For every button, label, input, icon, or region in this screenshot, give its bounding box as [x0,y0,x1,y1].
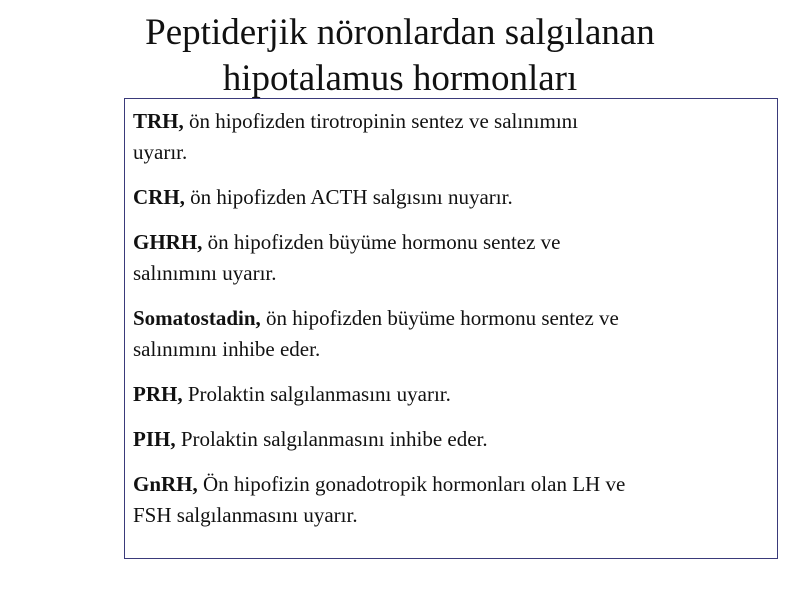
item-description: Prolaktin salgılanmasını inhibe eder. [175,427,488,451]
item-description-cont: salınımını uyarır. [133,261,277,285]
item-description: ön hipofizden büyüme hormonu sentez ve [202,230,561,254]
item-term: PIH, [133,427,176,451]
item-description: Ön hipofizin gonadotropik hormonları olan LH ve [197,472,626,496]
item-description: ön hipofizden büyüme hormonu sentez ve [260,306,619,330]
item-term: PRH, [133,382,183,406]
item-description: ön hipofizden tirotropinin sentez ve salınımını [183,109,579,133]
list-item-somatostadin [133,303,769,365]
item-term: CRH, [133,185,185,209]
item-term: GHRH, [133,230,203,254]
slide-title [80,10,720,102]
item-description-cont: uyarır. [133,140,188,164]
item-description: Prolaktin salgılanmasını uyarır. [182,382,451,406]
item-description: ön hipofizden ACTH salgısını nuyarır. [184,185,513,209]
title-line-1: Peptiderjik nöronlardan salgılanan [145,12,655,53]
item-term: TRH, [133,109,184,133]
item-description-cont: salınımını inhibe eder. [133,337,321,361]
list-item-ghrh [133,227,769,289]
item-term: GnRH, [133,472,198,496]
list-item-crh [133,182,769,213]
list-item-gnrh [133,469,769,531]
item-description-cont: FSH salgılanmasını uyarır. [133,503,358,527]
item-term: Somatostadin, [133,306,261,330]
list-item-trh [133,106,769,168]
list-item-pih [133,424,769,455]
title-line-2: hipotalamus hormonları [222,58,578,99]
hormone-list-box [124,98,778,559]
list-item-prh [133,379,769,410]
